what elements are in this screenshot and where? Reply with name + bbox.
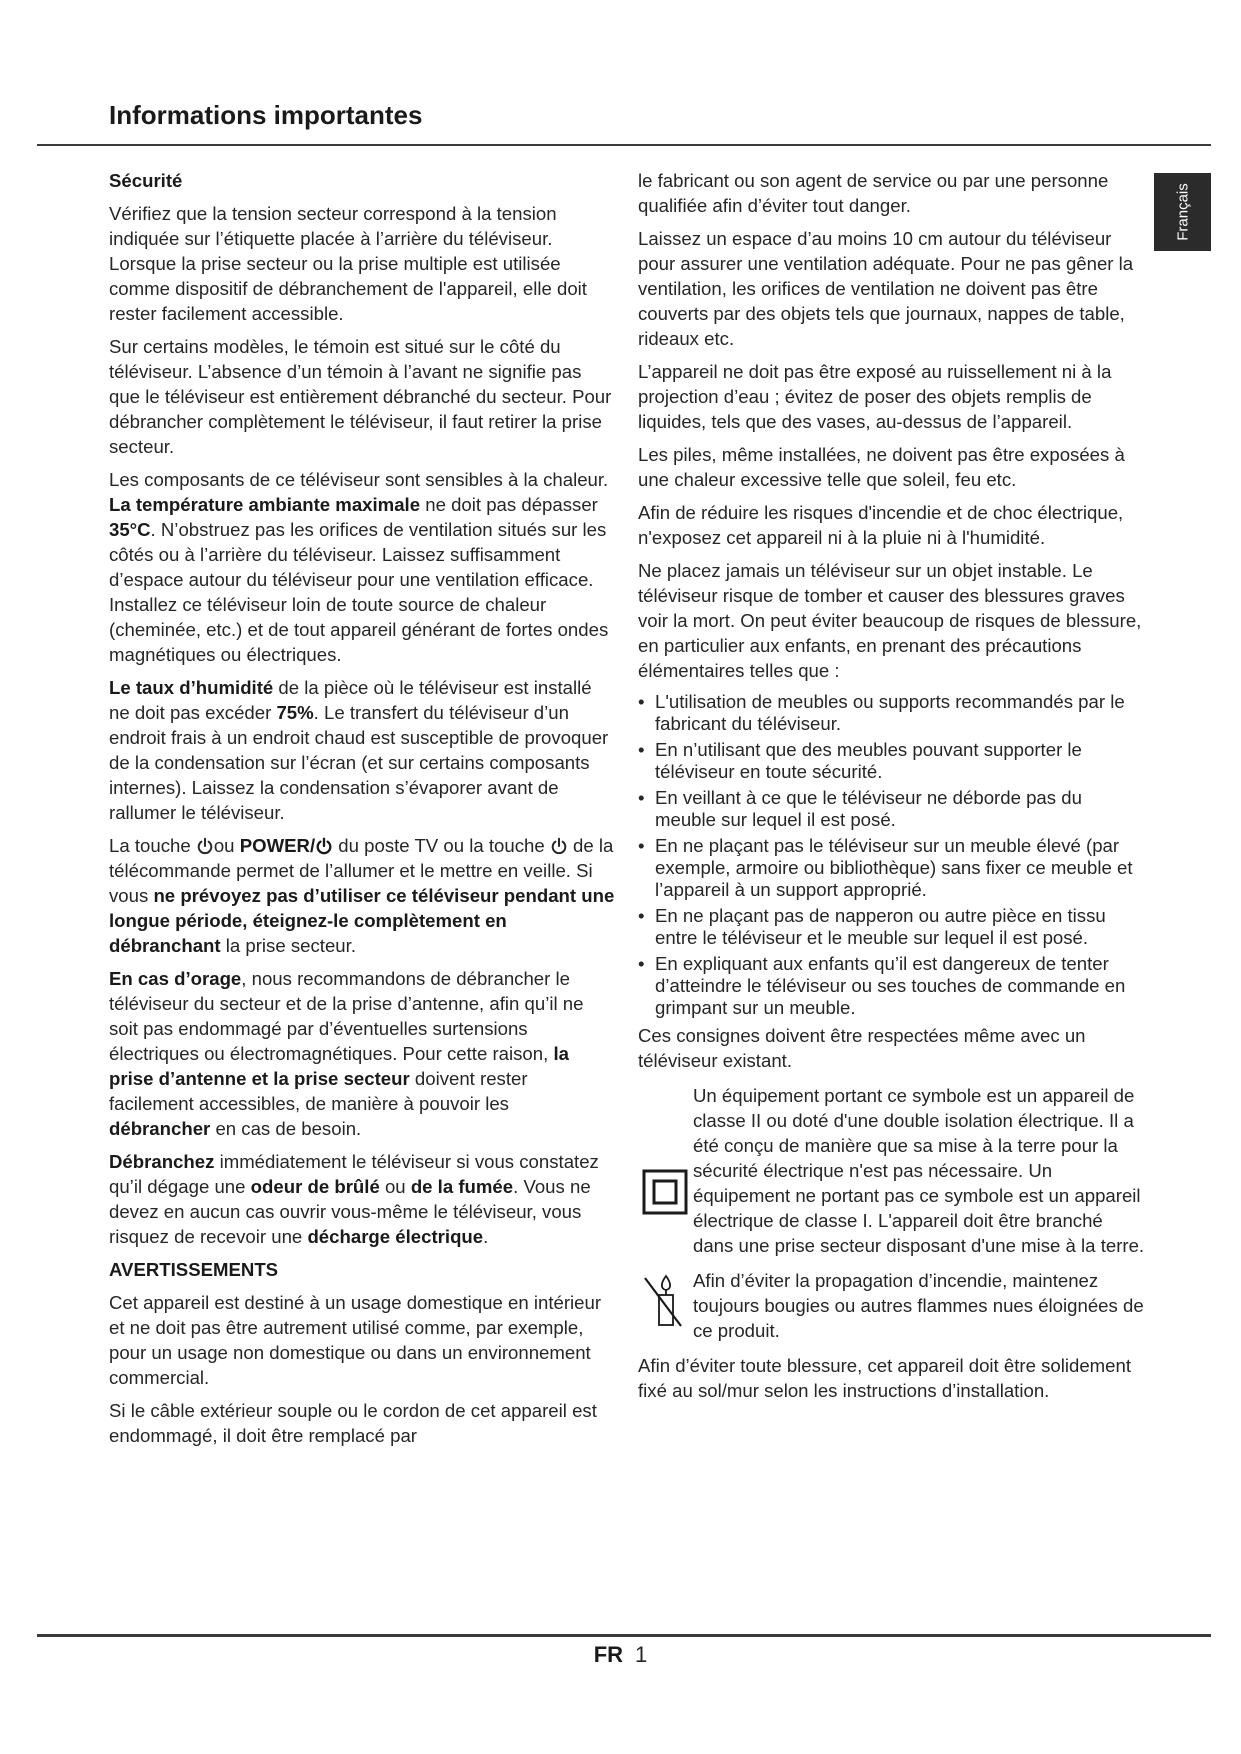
language-tab-label: Français	[1174, 183, 1191, 241]
paragraph-power: La touche ou POWER/ du poste TV ou la touche de la télécommande permet de l’allumer et le mettre en veille. Si vous ne prévoyez pas d’utiliser ce téléviseur pendant une longue période, éteignez-le complètement en débranchant la prise secteur.	[109, 835, 615, 956]
paragraph-humidity: Le taux d’humidité de la pièce où le téléviseur est installé ne doit pas excéder 75%. Le transfert du téléviseur d’un endroit frais à un endroit chaud est susceptible de provoquer de la condensation sur l’écran (et sur certains composants internes). Laissez la condensation s’évaporer avant de rallumer le téléviseur.	[109, 677, 609, 823]
avertissements-heading: AVERTISSEMENTS	[109, 1259, 279, 1280]
securite-heading: Sécurité	[109, 170, 183, 191]
paragraph-cable-continued: le fabricant ou son agent de service ou par une personne qualifiée afin d’éviter tout danger.	[638, 170, 1109, 216]
paragraph-unstable: Ne placez jamais un téléviseur sur un objet instable. Le téléviseur risque de tomber et causer des blessures graves voir la mort. On peut éviter beaucoup de risques de blessure, en particulier aux enfants, en prenant des précautions élémentaires telles que :	[638, 560, 1142, 681]
paragraph-indicator: Sur certains modèles, le témoin est situé sur le côté du téléviseur. L’absence d’un témoin à l’avant ne signifie pas que le téléviseur est entièrement débranché du secteur. Pour débrancher complètement le téléviseur, il faut retirer la prise secteur.	[109, 336, 612, 457]
class-ii-block	[638, 1083, 1148, 1258]
paragraph-water: L’appareil ne doit pas être exposé au ruissellement ni à la projection d’eau ; évitez de poser des objets remplis de liquides, tels que des vases, au-dessus de l’appareil.	[638, 361, 1112, 432]
paragraph-batteries: Les piles, même installées, ne doivent pas être exposées à une chaleur excessive telle que soleil, feu etc.	[638, 444, 1125, 490]
paragraph-domestic-use: Cet appareil est destiné à un usage domestique en intérieur et ne doit pas être autrement utilisé comme, par exemple, pour un usage non domestique ou dans un environnement commercial.	[109, 1292, 602, 1388]
paragraph-voltage: Vérifiez que la tension secteur correspond à la tension indiquée sur l’étiquette placée à l’arrière du téléviseur. Lorsque la prise secteur ou la prise multiple est utilisée comme dispositif de débranchement de l'appareil, elle doit rester facilement accessible.	[109, 203, 587, 324]
list-item: • En ne plaçant pas de napperon ou autre pièce en tissu entre le téléviseur et le meuble sur lequel il est posé.	[638, 905, 1148, 949]
left-column	[109, 168, 615, 1456]
power-icon	[315, 837, 333, 855]
header-rule	[37, 144, 1211, 146]
paragraph-smoke: Débranchez immédiatement le téléviseur si vous constatez qu’il dégage une odeur de brûlé ou de la fumée. Vous ne devez en aucun cas ouvrir vous-même le téléviseur, vous risquez de recevoir une décharge électrique.	[109, 1151, 599, 1247]
list-item: • En n’utilisant que des meubles pouvant supporter le téléviseur en toute sécurité.	[638, 739, 1148, 783]
paragraph-fixing: Afin d’éviter toute blessure, cet appareil doit être solidement fixé au sol/mur selon les instructions d’installation.	[638, 1355, 1132, 1401]
footer-rule	[37, 1634, 1211, 1637]
page-number: 1	[635, 1642, 648, 1667]
paragraph-heat: Les composants de ce téléviseur sont sensibles à la chaleur. La température ambiante maximale ne doit pas dépasser 35°C. N’obstruez pas les orifices de ventilation situés sur les côtés ou à l’arrière du téléviseur. Laissez suffisamment d’espace autour du téléviseur pour une ventilation efficace. Installez ce téléviseur loin de toute source de chaleur (cheminée, etc.) et de tout appareil générant de fortes ondes magnétiques ou électriques.	[109, 469, 609, 665]
candle-text: Afin d’éviter la propagation d’incendie, maintenez toujours bougies ou autres flammes nues éloignées de ce produit.	[693, 1270, 1144, 1341]
no-candle-icon	[642, 1272, 684, 1330]
list-item: • En ne plaçant pas le téléviseur sur un meuble élevé (par exemple, armoire ou bibliothèque) sans fixer ce meuble et l’appareil à un support approprié.	[638, 835, 1148, 901]
list-item: • L'utilisation de meubles ou supports recommandés par le fabricant du téléviseur.	[638, 691, 1148, 735]
list-item: • En expliquant aux enfants qu’il est dangereux de tenter d’atteindre le téléviseur ou ses touches de commande en grimpant sur un meuble.	[638, 953, 1148, 1019]
precautions-list	[638, 691, 1148, 1019]
double-insulation-icon	[642, 1169, 688, 1215]
paragraph-cable: Si le câble extérieur souple ou le cordon de cet appareil est endommagé, il doit être remplacé par	[109, 1400, 597, 1446]
right-column	[638, 168, 1148, 1411]
language-tab	[1154, 173, 1211, 251]
page-title: Informations importantes	[109, 100, 423, 130]
class-ii-text: Un équipement portant ce symbole est un appareil de classe II ou doté d'une double isolation électrique. Il a été conçu de manière que sa mise à la terre pour la sécurité électrique n'est pas nécessaire. Un équipement ne portant pas ce symbole est un appareil électrique de classe I. L'appareil doit être branché dans une prise secteur disposant d'une mise à la terre.	[693, 1085, 1145, 1256]
list-item: • En veillant à ce que le téléviseur ne déborde pas du meuble sur lequel il est posé.	[638, 787, 1148, 831]
paragraph-existing-tv: Ces consignes doivent être respectées même avec un téléviseur existant.	[638, 1025, 1086, 1071]
paragraph-ventilation: Laissez un espace d’au moins 10 cm autour du téléviseur pour assurer une ventilation adéquate. Pour ne pas gêner la ventilation, les orifices de ventilation ne doivent pas être couverts par des objets tels que journaux, nappes de table, rideaux etc.	[638, 228, 1134, 349]
candle-block	[638, 1268, 1148, 1343]
power-icon	[550, 837, 568, 855]
paragraph-storm: En cas d’orage, nous recommandons de débrancher le téléviseur du secteur et de la prise d’antenne, afin qu’il ne soit pas endommagé par d’éventuelles surtensions électriques ou électromagnétiques. Pour cette raison, la prise d’antenne et la prise secteur doivent rester facilement accessibles, de manière à pouvoir les débrancher en cas de besoin.	[109, 968, 584, 1139]
power-icon	[196, 837, 214, 855]
page-footer	[0, 1642, 1241, 1668]
paragraph-fire-shock: Afin de réduire les risques d'incendie et de choc électrique, n'exposez cet appareil ni à la pluie ni à l'humidité.	[638, 502, 1124, 548]
footer-language-code: FR	[593, 1642, 624, 1667]
